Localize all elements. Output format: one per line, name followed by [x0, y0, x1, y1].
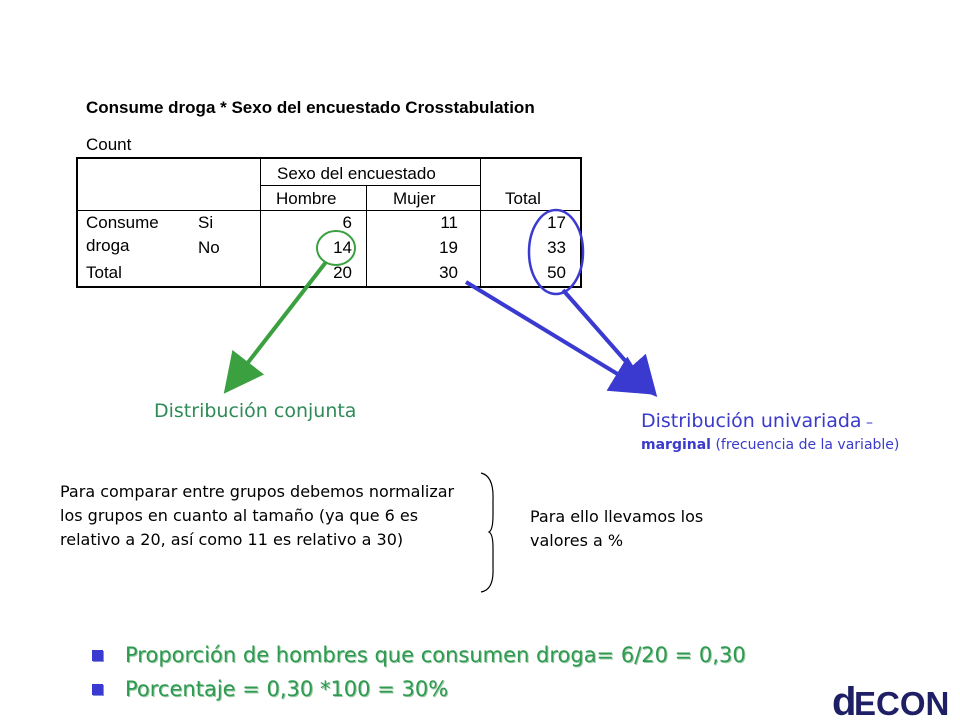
row-si: Si: [198, 213, 214, 232]
cell-no-mujer: 19: [439, 238, 458, 257]
cell-no-hombre: 14: [333, 238, 352, 257]
svg-text:ECON: ECON: [854, 685, 950, 717]
count-label: Count: [86, 135, 132, 154]
univariate-distribution-label: [641, 410, 921, 456]
blue-ellipse: [529, 210, 583, 294]
blue-arrow-2: [563, 290, 644, 382]
bullet-list: [92, 638, 746, 706]
bullet-item: [92, 672, 746, 706]
bullet-text: Proporción de hombres que consumen droga= 6/20 = 0,30: [125, 643, 746, 667]
cell-no-total: 33: [547, 238, 566, 257]
bullet-square-icon: [92, 650, 103, 661]
decon-logo: [832, 683, 958, 717]
marginal-rest: (frecuencia de la variable): [715, 437, 900, 453]
bullet-item: [92, 638, 746, 672]
univariate-dash: –: [866, 415, 874, 431]
header-total: Total: [505, 189, 541, 208]
bullet-square-icon: [92, 684, 103, 695]
right-paragraph: Para ello llevamos los valores a %: [530, 507, 704, 550]
cell-si-total: 17: [547, 213, 566, 232]
green-arrow: [236, 262, 326, 378]
header-sexo: Sexo del encuestado: [277, 164, 436, 183]
green-circle: [317, 231, 355, 265]
header-mujer: Mujer: [393, 189, 436, 208]
cell-si-hombre: 6: [342, 213, 352, 232]
left-paragraph: Para comparar entre grupos debemos normalizar los grupos en cuanto al tamaño (ya que 6 es relativo a 20, así como 11 es relativo a 30): [60, 482, 455, 549]
svg-text:d: d: [832, 683, 857, 717]
cell-si-mujer: 11: [440, 213, 458, 232]
blue-arrow-1: [466, 282, 634, 384]
cell-total-mujer: 30: [439, 263, 458, 282]
joint-distribution-label: Distribución conjunta: [154, 400, 357, 422]
cell-total-hombre: 20: [333, 263, 352, 282]
row-no: No: [198, 238, 220, 257]
row-total: Total: [86, 263, 122, 282]
univariate-title: Distribución univariada: [641, 410, 862, 432]
table-title: Consume droga * Sexo del encuestado Crosstabulation: [86, 98, 535, 117]
right-brace: [481, 473, 493, 592]
header-hombre: Hombre: [276, 189, 337, 208]
bullet-text: Porcentaje = 0,30 *100 = 30%: [125, 677, 449, 701]
row-var-line1: Consume: [86, 213, 159, 232]
row-var-line2: droga: [86, 236, 130, 255]
marginal-bold: marginal: [641, 437, 711, 453]
cell-total-total: 50: [547, 263, 566, 282]
